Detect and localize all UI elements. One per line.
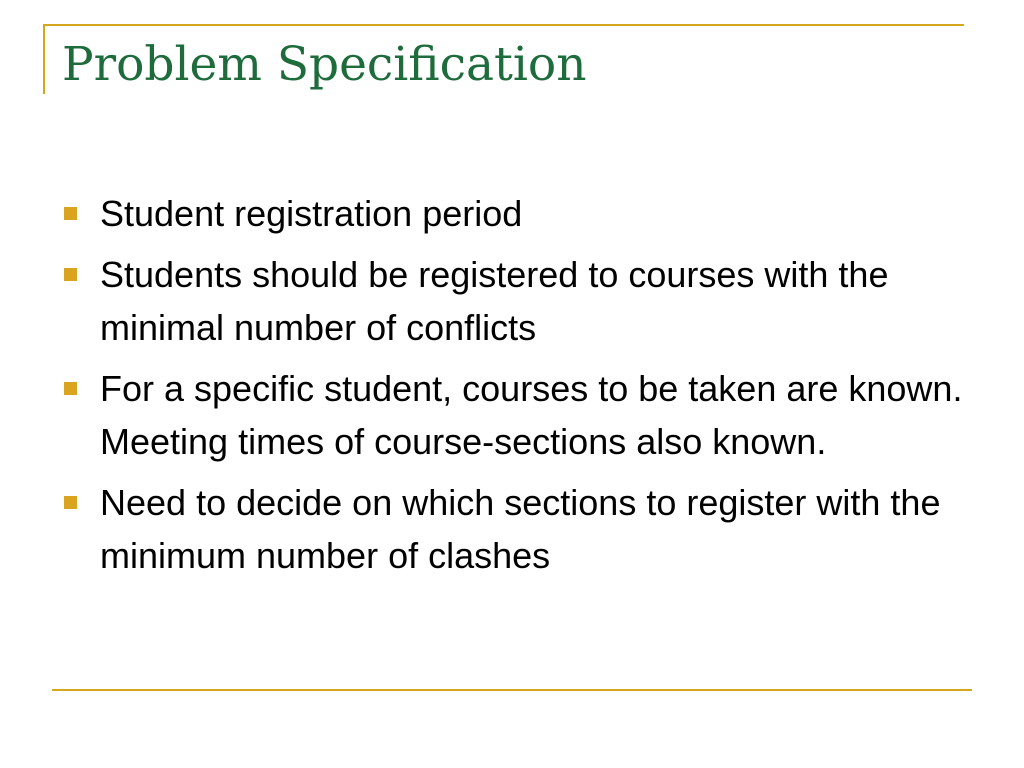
left-accent-line (43, 24, 45, 94)
bullet-text: Students should be registered to courses with the minimal number of conflicts (100, 254, 889, 348)
square-bullet-icon (64, 496, 77, 509)
slide-title: Problem Specification (62, 37, 587, 92)
square-bullet-icon (64, 207, 77, 220)
bullet-text: Need to decide on which sections to register with the minimum number of clashes (100, 482, 941, 576)
bullet-text: Student registration period (100, 193, 523, 234)
bullet-item (64, 362, 984, 468)
square-bullet-icon (64, 382, 77, 395)
bullet-item (64, 476, 984, 582)
top-accent-line (43, 24, 964, 26)
bullet-list (64, 187, 984, 590)
bottom-accent-line (52, 689, 972, 691)
square-bullet-icon (64, 268, 77, 281)
bullet-item (64, 248, 984, 354)
bullet-item (64, 187, 984, 240)
bullet-text: For a specific student, courses to be taken are known. Meeting times of course-sections also known. (100, 368, 963, 462)
